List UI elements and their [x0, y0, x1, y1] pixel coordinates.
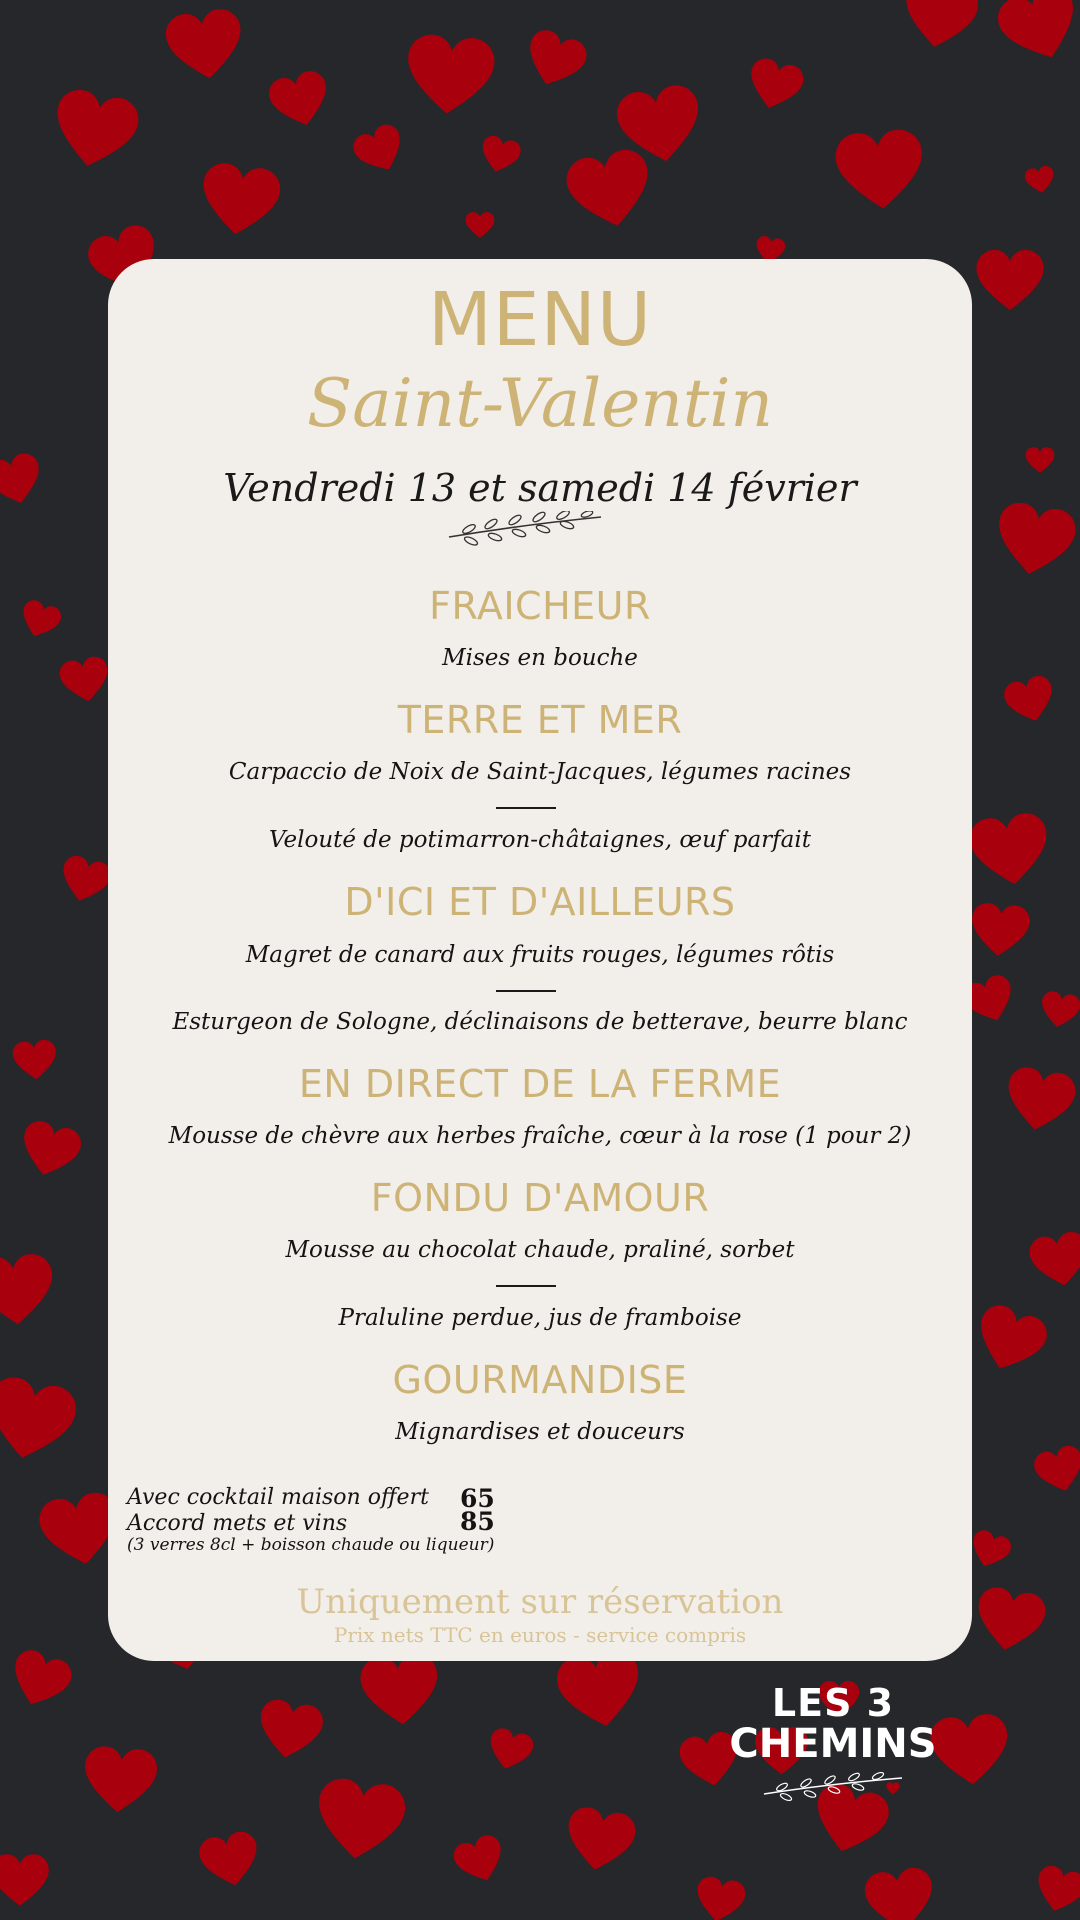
heart-icon	[743, 55, 806, 114]
logo-line-2: CHEMINS	[729, 1721, 937, 1767]
heart-icon	[899, 0, 981, 53]
heart-icon	[450, 1832, 510, 1889]
price-note: (3 verres 8cl + boisson chaude ou liqueur)	[127, 1535, 495, 1555]
dish: Mignardises et douceurs	[395, 1419, 685, 1445]
heart-icon	[863, 1866, 938, 1920]
heart-icon	[197, 161, 283, 240]
heart-icon	[484, 1726, 536, 1775]
heart-icon	[519, 26, 591, 94]
heart-icon	[929, 1712, 1012, 1787]
heart-icon	[0, 1854, 49, 1906]
heart-icon	[81, 1745, 158, 1816]
heart-icon	[404, 33, 497, 118]
heart-icon	[0, 1373, 80, 1467]
menu-card	[108, 259, 972, 1661]
heart-icon	[1031, 1863, 1080, 1917]
heart-icon	[1002, 1065, 1079, 1136]
heart-icon	[562, 146, 657, 234]
heart-icon	[359, 1652, 442, 1727]
section-title: FRAICHEUR	[429, 584, 651, 628]
heart-icon	[1001, 673, 1058, 727]
logo-line-1: LES 3	[771, 1681, 895, 1725]
heart-icon	[16, 1118, 85, 1183]
dish-separator	[496, 807, 556, 809]
heart-icon	[1024, 165, 1057, 195]
heart-icon	[966, 1527, 1014, 1572]
dish-separator	[496, 990, 556, 992]
heart-icon	[12, 1039, 58, 1081]
section-title: GOURMANDISE	[392, 1358, 688, 1402]
dish: Mousse de chèvre aux herbes fraîche, cœur à la rose (1 pour 2)	[168, 1123, 912, 1149]
heart-icon	[992, 0, 1080, 70]
dish: Mousse au chocolat chaude, praliné, sorbet	[285, 1237, 795, 1263]
dish: Velouté de potimarron-châtaignes, œuf parfait	[269, 827, 811, 853]
heart-icon	[976, 250, 1043, 310]
section-title: TERRE ET MER	[397, 698, 683, 742]
heart-icon	[4, 1646, 76, 1714]
heart-icon	[466, 212, 495, 238]
menu-subtitle: Saint-Valentin	[307, 365, 773, 442]
prices-note: Prix nets TTC en euros - service compris	[333, 1623, 747, 1647]
heart-icon	[1031, 1443, 1080, 1497]
heart-icon	[16, 597, 64, 642]
heart-icon	[56, 853, 113, 907]
event-date: Vendredi 13 et samedi 14 février	[223, 466, 857, 510]
heart-icon	[562, 1805, 639, 1876]
heart-icon	[349, 120, 411, 179]
reservation-note: Uniquement sur réservation	[296, 1582, 784, 1622]
heart-icon	[266, 68, 335, 133]
heart-icon	[1027, 1230, 1080, 1291]
sprig-icon	[441, 511, 607, 547]
dish: Praluline perdue, jus de framboise	[338, 1305, 742, 1331]
heart-icon	[693, 1875, 748, 1920]
section-title: EN DIRECT DE LA FERME	[298, 1062, 782, 1106]
heart-icon	[968, 1300, 1052, 1380]
menu-title: MENU	[427, 277, 653, 363]
heart-icon	[991, 499, 1079, 580]
heart-icon	[254, 1697, 325, 1763]
heart-icon	[312, 1776, 408, 1865]
price-option-label: Accord mets et vins	[127, 1511, 348, 1536]
heart-icon	[834, 128, 927, 213]
price-option-value: 85	[460, 1507, 495, 1536]
sprig-icon	[758, 1772, 908, 1802]
heart-icon	[969, 902, 1031, 958]
heart-icon	[47, 86, 142, 174]
heart-icon	[1038, 990, 1080, 1031]
heart-icon	[58, 655, 113, 706]
price-option-label: Avec cocktail maison offert	[127, 1485, 429, 1510]
heart-icon	[1026, 447, 1055, 473]
heart-icon	[0, 450, 47, 509]
dish-separator	[496, 1285, 556, 1287]
section-title: D'ICI ET D'AILLEURS	[344, 880, 736, 924]
dish: Magret de canard aux fruits rouges, légumes rôtis	[245, 942, 835, 968]
price-option-value: 65	[460, 1484, 495, 1513]
heart-icon	[0, 1252, 56, 1327]
heart-icon	[163, 7, 246, 84]
heart-icon	[196, 1829, 263, 1891]
dish: Carpaccio de Noix de Saint-Jacques, légumes racines	[228, 759, 852, 785]
dish: Esturgeon de Sologne, déclinaisons de betterave, beurre blanc	[172, 1009, 908, 1035]
heart-icon	[967, 811, 1053, 890]
dish: Mises en bouche	[442, 645, 638, 671]
heart-icon	[972, 1585, 1049, 1656]
heart-icon	[477, 133, 523, 176]
restaurant-logo	[728, 1676, 938, 1806]
section-title: FONDU D'AMOUR	[370, 1176, 710, 1220]
